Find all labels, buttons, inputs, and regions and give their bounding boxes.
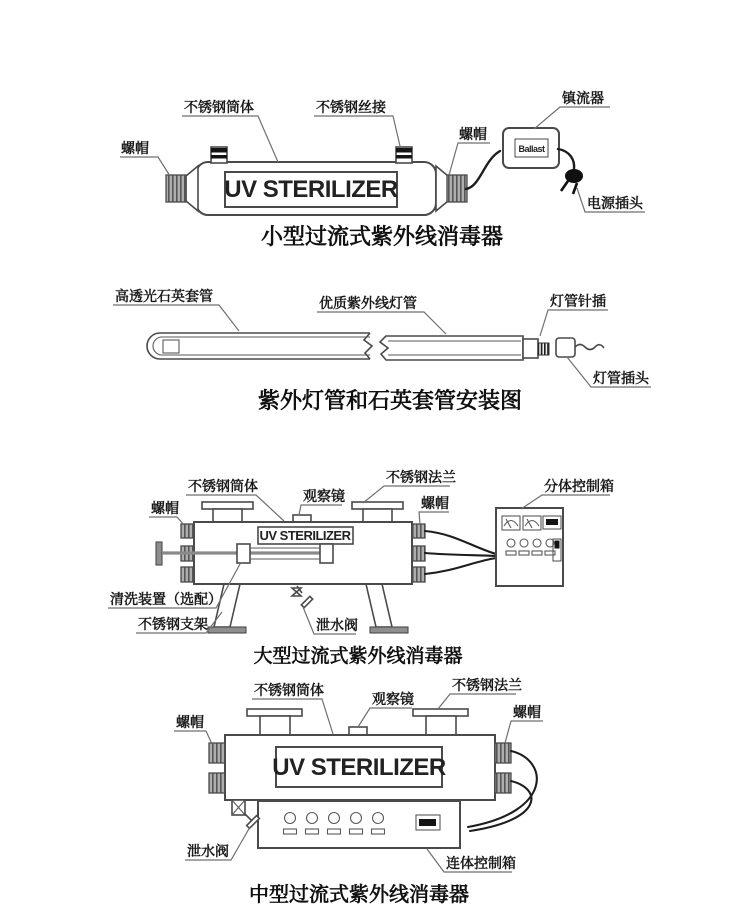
svg-text:观察镜: 观察镜 bbox=[372, 691, 414, 707]
small-label-ballast bbox=[534, 90, 610, 129]
medium-label-nut-right bbox=[505, 704, 543, 743]
large-label-control-box bbox=[521, 478, 614, 509]
medium-left-flange-neck bbox=[260, 716, 290, 735]
lamp-plug-wire bbox=[575, 345, 604, 350]
cleaning-piston-right bbox=[320, 544, 333, 563]
large-right-nut-3 bbox=[412, 567, 425, 582]
medium-left-nut-2 bbox=[209, 773, 225, 793]
svg-text:不锈钢法兰: 不锈钢法兰 bbox=[452, 677, 522, 693]
medium-right-nut-2 bbox=[495, 773, 511, 793]
medium-left-nut-1 bbox=[209, 743, 225, 763]
svg-text:电源插头: 电源插头 bbox=[587, 195, 643, 211]
large-left-foot bbox=[208, 627, 246, 633]
svg-text:观察镜: 观察镜 bbox=[303, 488, 345, 504]
small-sterilizer-diagram bbox=[120, 90, 645, 249]
svg-text:高透光石英套管: 高透光石英套管 bbox=[115, 288, 213, 304]
svg-text:螺帽: 螺帽 bbox=[421, 495, 449, 511]
large-right-flange bbox=[352, 502, 403, 509]
uv-lamp-end-cap bbox=[523, 339, 538, 358]
medium-device-text: UV STERILIZER bbox=[272, 754, 446, 781]
large-wire-1 bbox=[425, 531, 496, 554]
medium-right-nut-1 bbox=[495, 743, 511, 763]
large-label-nut-right bbox=[419, 495, 449, 524]
large-right-nut-2 bbox=[412, 546, 425, 561]
large-drain-valve-icon bbox=[292, 586, 313, 608]
label-quartz-sleeve bbox=[113, 288, 239, 331]
small-label-threaded-joint bbox=[314, 99, 400, 146]
medium-sterilizer-diagram bbox=[174, 677, 543, 906]
small-left-port-icon bbox=[211, 147, 227, 163]
medium-drain-valve-icon bbox=[232, 800, 259, 828]
medium-title: 中型过流式紫外线消毒器 bbox=[249, 884, 469, 906]
svg-text:泄水阀: 泄水阀 bbox=[316, 617, 358, 633]
svg-text:螺帽: 螺帽 bbox=[513, 704, 541, 720]
medium-label-flange bbox=[438, 677, 522, 709]
label-lamp-plug bbox=[567, 357, 651, 387]
large-label-nut-left bbox=[149, 500, 184, 525]
small-wire-to-plug bbox=[558, 149, 574, 169]
svg-text:灯管插头: 灯管插头 bbox=[593, 370, 649, 386]
svg-text:不锈钢筒体: 不锈钢筒体 bbox=[184, 99, 254, 115]
small-label-nut-left bbox=[120, 140, 170, 176]
svg-text:不锈钢筒体: 不锈钢筒体 bbox=[254, 682, 324, 698]
small-left-cone bbox=[186, 166, 198, 211]
small-left-nut bbox=[166, 175, 186, 202]
cleaning-piston-left bbox=[237, 544, 250, 563]
svg-text:螺帽: 螺帽 bbox=[459, 126, 487, 142]
medium-right-flange bbox=[413, 709, 468, 716]
large-title: 大型过流式紫外线消毒器 bbox=[253, 646, 463, 667]
label-uv-lamp bbox=[317, 295, 446, 334]
svg-text:不锈钢筒体: 不锈钢筒体 bbox=[188, 478, 258, 494]
svg-text:不锈钢丝接: 不锈钢丝接 bbox=[316, 99, 386, 115]
medium-sight-glass-port bbox=[349, 727, 367, 735]
large-sterilizer-diagram bbox=[108, 469, 614, 667]
small-label-power-plug bbox=[577, 188, 645, 212]
large-device-text: UV STERILIZER bbox=[259, 528, 351, 543]
large-left-flange-neck bbox=[213, 509, 242, 522]
small-device-text: UV STERILIZER bbox=[224, 176, 398, 203]
cleaning-handle bbox=[156, 542, 162, 565]
large-left-nut-3 bbox=[181, 567, 194, 582]
large-sight-glass-port bbox=[293, 515, 311, 522]
large-right-leg bbox=[366, 584, 392, 627]
small-wire-to-ballast bbox=[466, 151, 500, 189]
svg-text:螺帽: 螺帽 bbox=[151, 500, 179, 516]
medium-label-drain-valve bbox=[185, 827, 250, 860]
large-wire-3 bbox=[425, 558, 496, 574]
svg-text:不锈钢法兰: 不锈钢法兰 bbox=[386, 469, 456, 485]
large-label-drain-valve bbox=[303, 607, 358, 634]
svg-text:泄水阀: 泄水阀 bbox=[187, 843, 229, 859]
svg-text:分体控制箱: 分体控制箱 bbox=[544, 478, 614, 494]
lamp-title: 紫外灯管和石英套管安装图 bbox=[257, 388, 523, 413]
medium-right-flange-neck bbox=[426, 716, 456, 735]
large-left-flange bbox=[202, 502, 253, 509]
split-control-box bbox=[496, 508, 563, 586]
uv-lamp-tube bbox=[380, 336, 523, 360]
svg-text:螺帽: 螺帽 bbox=[121, 140, 149, 156]
ballast-text: Ballast bbox=[518, 144, 545, 154]
power-plug-icon bbox=[561, 169, 583, 194]
medium-label-nut-left bbox=[174, 714, 212, 744]
svg-text:螺帽: 螺帽 bbox=[176, 714, 204, 730]
medium-left-flange bbox=[247, 709, 302, 716]
large-wire-2 bbox=[425, 553, 496, 556]
svg-text:优质紫外线灯管: 优质紫外线灯管 bbox=[319, 295, 417, 311]
svg-text:不锈钢支架: 不锈钢支架 bbox=[138, 616, 208, 632]
small-right-port-icon bbox=[396, 147, 412, 163]
medium-label-sight-glass bbox=[358, 691, 414, 727]
large-left-nut-1 bbox=[181, 524, 194, 538]
large-right-flange-neck bbox=[363, 509, 392, 522]
medium-label-control-box bbox=[427, 849, 516, 872]
svg-text:清洗装置（选配）: 清洗装置（选配） bbox=[110, 591, 222, 607]
large-label-sight-glass bbox=[299, 488, 345, 515]
svg-text:连体控制箱: 连体控制箱 bbox=[446, 855, 516, 871]
small-right-cone bbox=[436, 166, 448, 211]
large-right-nut-1 bbox=[412, 524, 425, 538]
lamp-pins-icon bbox=[538, 343, 549, 355]
small-label-cylinder bbox=[182, 99, 278, 162]
large-label-bracket bbox=[136, 612, 222, 633]
small-right-nut bbox=[447, 175, 467, 202]
lamp-plug-connector bbox=[556, 338, 575, 357]
label-lamp-pin bbox=[540, 293, 608, 336]
svg-text:灯管针插: 灯管针插 bbox=[550, 293, 606, 309]
svg-text:镇流器: 镇流器 bbox=[562, 90, 604, 106]
attached-control-box bbox=[258, 801, 460, 848]
lamp-sleeve-diagram bbox=[113, 288, 651, 413]
large-right-foot bbox=[370, 627, 408, 633]
small-title: 小型过流式紫外线消毒器 bbox=[260, 224, 504, 249]
